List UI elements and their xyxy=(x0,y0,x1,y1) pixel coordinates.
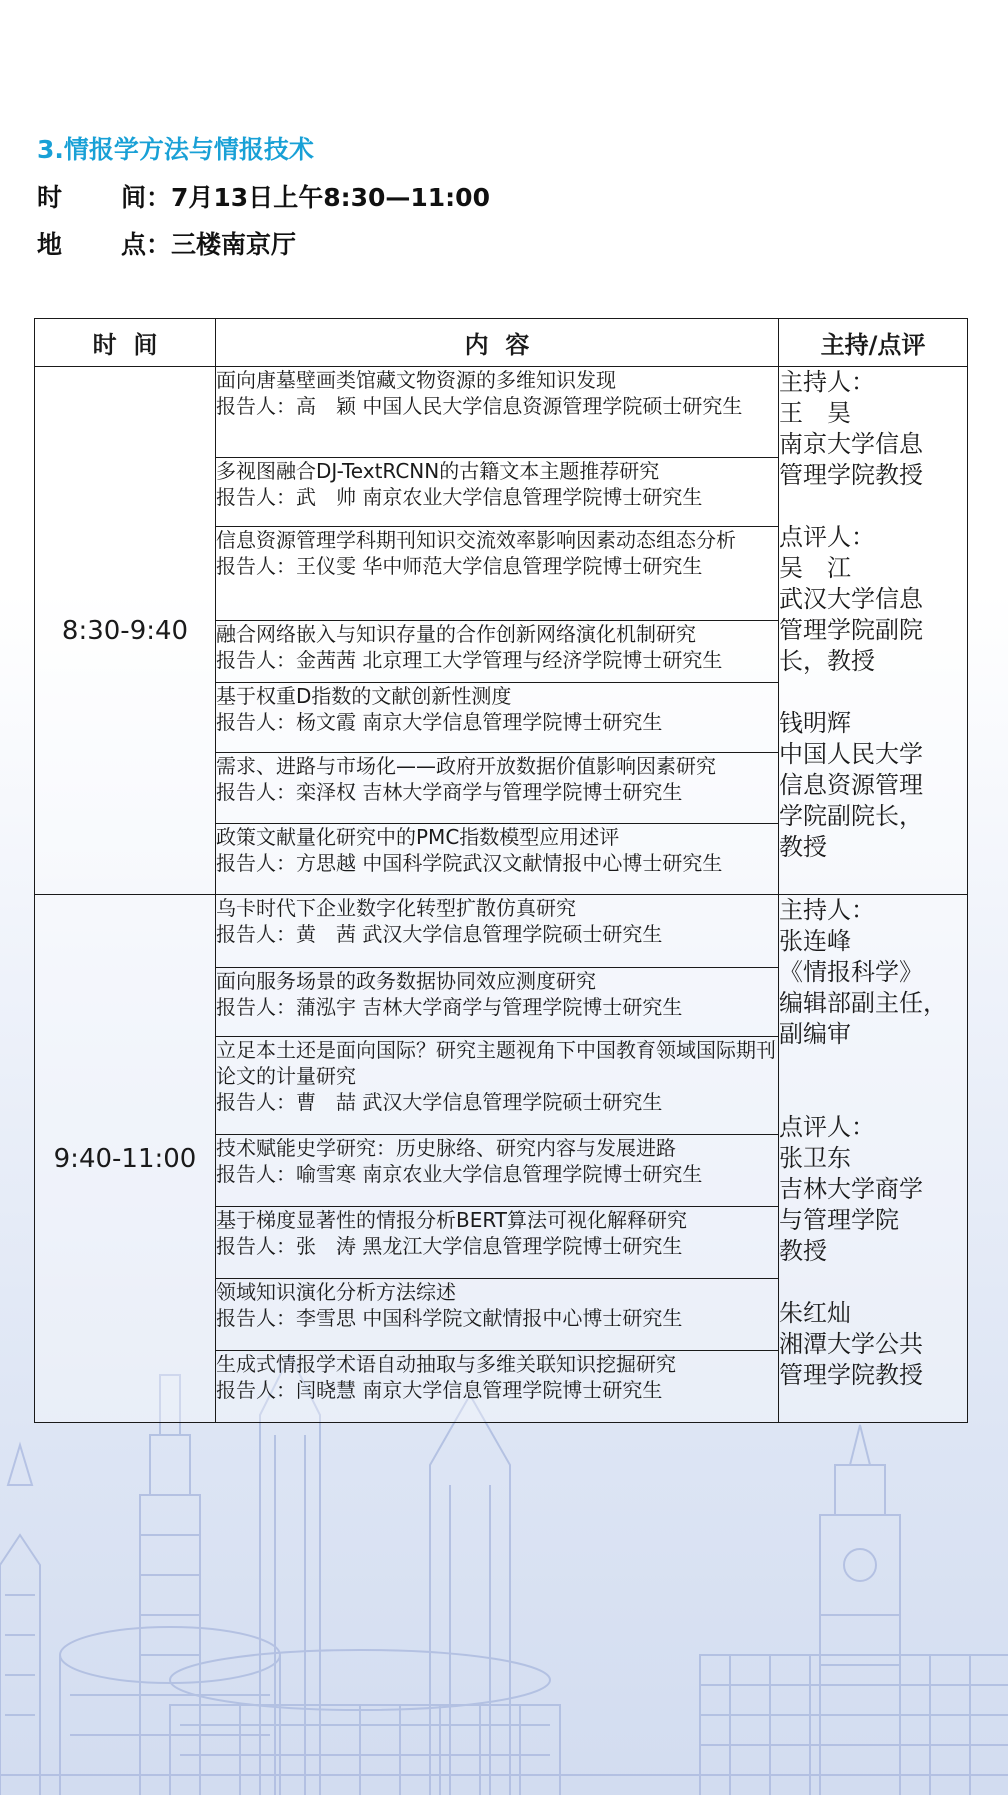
session-place-line xyxy=(37,225,296,261)
host-line: 教授 xyxy=(779,1237,827,1265)
host-line: 朱红灿 xyxy=(779,1299,851,1327)
talk-reporter: 报告人：栾泽权 吉林大学商学与管理学院博士研究生 xyxy=(216,779,683,804)
host-line: 学院副院长， xyxy=(779,802,923,830)
talk-title: 立足本土还是面向国际？研究主题视角下中国教育领域国际期刊论文的计量研究 xyxy=(216,1038,776,1089)
talk-title: 面向唐墓壁画类馆藏文物资源的多维知识发现 xyxy=(216,368,616,392)
session-time-slot: 9:40-11:00 xyxy=(35,895,216,1423)
talk-cell xyxy=(216,527,779,621)
talk-cell xyxy=(216,683,779,753)
talk-title: 基于权重D指数的文献创新性测度 xyxy=(216,684,512,709)
place-value: 三楼南京厅 xyxy=(171,230,297,259)
talk-cell xyxy=(216,1351,779,1423)
talk-reporter: 报告人：方思越 中国科学院武汉文献情报中心博士研究生 xyxy=(216,851,723,876)
host-line: 张卫东 xyxy=(779,1144,851,1172)
talk-cell xyxy=(216,1207,779,1279)
host-line: 湘潭大学公共 xyxy=(779,1330,923,1358)
talk-reporter: 报告人：杨文霞 南京大学信息管理学院博士研究生 xyxy=(216,710,663,735)
host-block xyxy=(779,522,967,677)
talk-reporter: 报告人：金茜茜 北京理工大学管理与经济学院博士研究生 xyxy=(216,647,723,672)
host-line: 钱明辉 xyxy=(779,709,851,737)
host-line: 《情报科学》 xyxy=(779,958,923,986)
talk-cell xyxy=(216,1134,779,1207)
talk-cell xyxy=(216,367,779,458)
host-line: 王 昊 xyxy=(779,399,851,427)
talk-reporter: 报告人：蒲泓宇 吉林大学商学与管理学院博士研究生 xyxy=(216,994,683,1019)
table-row xyxy=(35,895,968,968)
time-value: 7月13日上午8:30—11:00 xyxy=(171,183,490,212)
talk-reporter: 报告人：闫晓慧 南京大学信息管理学院博士研究生 xyxy=(216,1378,663,1403)
talk-reporter: 报告人：高 颖 中国人民大学信息资源管理学院硕士研究生 xyxy=(216,394,743,418)
talk-title: 信息资源管理学科期刊知识交流效率影响因素动态组态分析 xyxy=(216,528,736,553)
talk-title: 需求、进路与市场化——政府开放数据价值影响因素研究 xyxy=(216,753,716,778)
host-line: 编辑部副主任， xyxy=(779,989,947,1017)
session-time-slot: 8:30-9:40 xyxy=(35,367,216,895)
talk-cell xyxy=(216,967,779,1037)
column-header-content: 内 容 xyxy=(216,319,779,367)
host-line: 教授 xyxy=(779,833,827,861)
section-title: 3.情报学方法与情报技术 xyxy=(37,135,314,164)
talk-cell xyxy=(216,752,779,824)
talk-title: 生成式情报学术语自动抽取与多维关联知识挖掘研究 xyxy=(216,1352,676,1377)
talk-title: 技术赋能史学研究：历史脉络、研究内容与发展进路 xyxy=(216,1135,676,1160)
place-key-a: 地 xyxy=(37,230,63,259)
host-line: 中国人民大学 xyxy=(779,740,923,768)
talk-title: 面向服务场景的政务数据协同效应测度研究 xyxy=(216,968,596,993)
host-line: 主持人： xyxy=(779,896,875,924)
host-line: 武汉大学信息 xyxy=(779,585,923,613)
talk-title: 融合网络嵌入与知识存量的合作创新网络演化机制研究 xyxy=(216,621,696,646)
talk-reporter: 报告人：李雪思 中国科学院文献情报中心博士研究生 xyxy=(216,1305,683,1330)
time-key-a: 时 xyxy=(37,183,63,212)
host-commentator-cell xyxy=(779,367,968,895)
host-line: 吉林大学商学 xyxy=(779,1175,923,1203)
talk-reporter: 报告人：曹 喆 武汉大学信息管理学院硕士研究生 xyxy=(216,1090,663,1115)
host-block xyxy=(779,1112,967,1267)
schedule-table xyxy=(34,318,968,1423)
table-row xyxy=(35,367,968,458)
host-line: 管理学院教授 xyxy=(779,461,923,489)
column-header-time: 时 间 xyxy=(35,319,216,367)
talk-title: 多视图融合DJ-TextRCNN的古籍文本主题推荐研究 xyxy=(216,458,660,483)
talk-title: 领域知识演化分析方法综述 xyxy=(216,1279,456,1304)
talk-title: 政策文献量化研究中的PMC指数模型应用述评 xyxy=(216,825,620,850)
talk-cell xyxy=(216,824,779,895)
schedule-body xyxy=(35,367,968,1423)
host-block xyxy=(779,1298,967,1391)
talk-reporter: 报告人：张 涛 黑龙江大学信息管理学院博士研究生 xyxy=(216,1234,683,1259)
host-line: 与管理学院 xyxy=(779,1206,899,1234)
talk-cell xyxy=(216,895,779,968)
host-line: 管理学院副院 xyxy=(779,616,923,644)
talk-reporter: 报告人：喻雪寒 南京农业大学信息管理学院博士研究生 xyxy=(216,1161,703,1186)
host-line: 长，教授 xyxy=(779,647,875,675)
talk-cell xyxy=(216,1037,779,1135)
host-line: 副编审 xyxy=(779,1020,851,1048)
talk-title: 基于梯度显著性的情报分析BERT算法可视化解释研究 xyxy=(216,1208,688,1233)
host-block xyxy=(779,708,967,863)
talk-reporter: 报告人：武 帅 南京农业大学信息管理学院博士研究生 xyxy=(216,484,703,509)
host-line: 吴 江 xyxy=(779,554,851,582)
talk-cell xyxy=(216,1278,779,1351)
host-block xyxy=(779,895,967,1050)
host-line: 点评人： xyxy=(779,523,875,551)
place-key-b: 点： xyxy=(121,230,172,259)
talk-cell xyxy=(216,457,779,527)
host-line: 管理学院教授 xyxy=(779,1361,923,1389)
host-block xyxy=(779,367,967,491)
column-header-host: 主持/点评 xyxy=(779,319,968,367)
host-line: 张连峰 xyxy=(779,927,851,955)
host-line: 主持人： xyxy=(779,368,875,396)
session-time-line xyxy=(37,178,490,214)
talk-title: 乌卡时代下企业数字化转型扩散仿真研究 xyxy=(216,896,576,920)
talk-cell xyxy=(216,620,779,682)
host-line: 点评人： xyxy=(779,1113,875,1141)
talk-reporter: 报告人：黄 茜 武汉大学信息管理学院硕士研究生 xyxy=(216,922,663,946)
host-line: 南京大学信息 xyxy=(779,430,923,458)
table-header-row xyxy=(35,319,968,367)
host-line: 信息资源管理 xyxy=(779,771,923,799)
host-commentator-cell xyxy=(779,895,968,1423)
time-key-b: 间： xyxy=(121,183,172,212)
talk-reporter: 报告人：王仪雯 华中师范大学信息管理学院博士研究生 xyxy=(216,554,703,579)
